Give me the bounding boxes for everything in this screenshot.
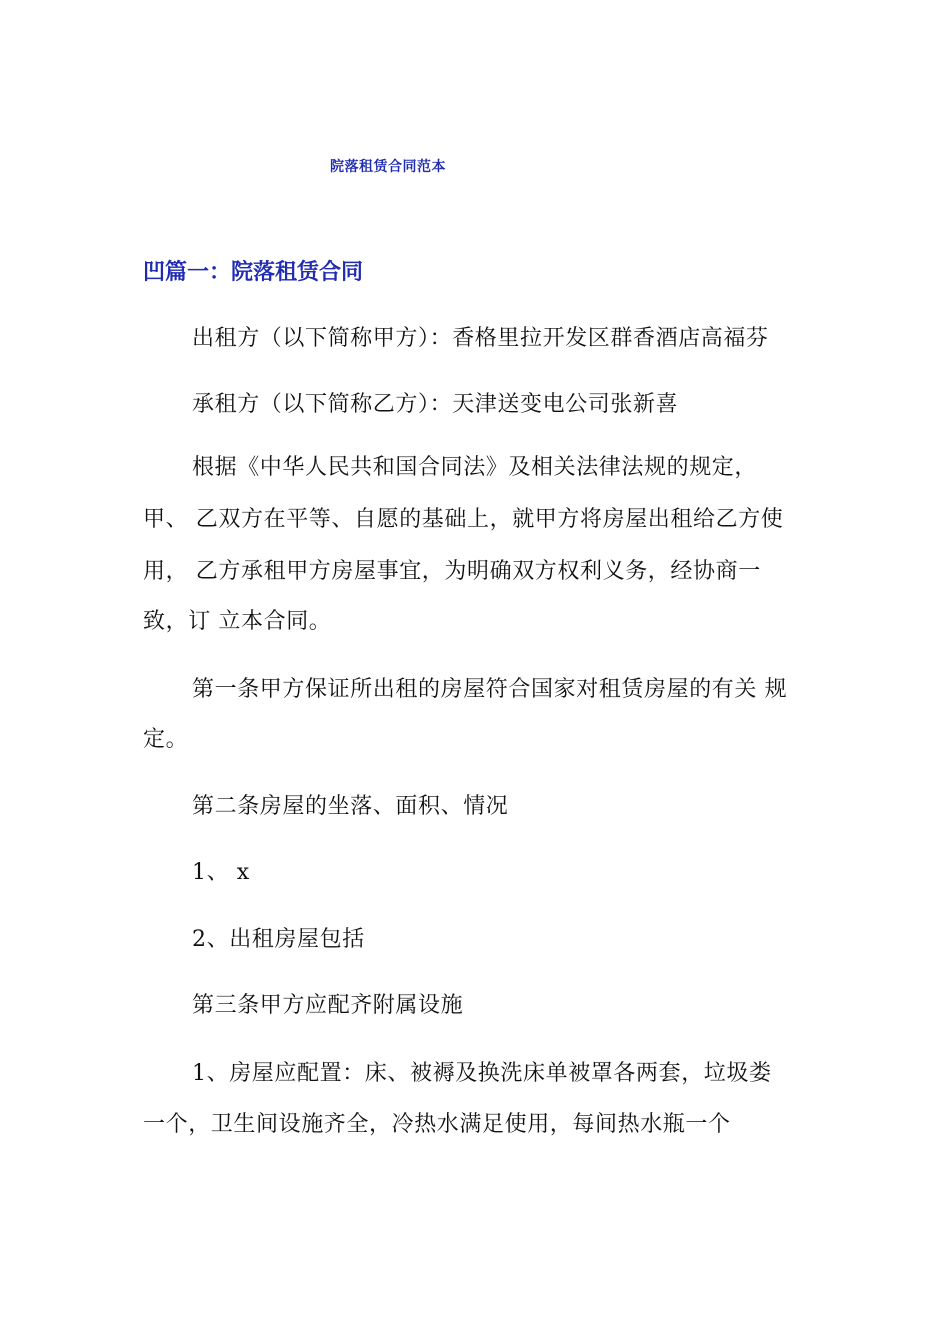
article3-heading: 第三条甲方应配齐附属设施	[192, 993, 464, 1018]
article2-item-2: 2、出租房屋包括	[192, 927, 365, 952]
preamble-line-4: 致，订 立本合同。	[143, 609, 332, 634]
document-title: 院落租赁合同范本	[330, 159, 446, 175]
section-heading: 凹篇一：院落租赁合同	[143, 260, 364, 285]
article2-item-1: 1、 x	[192, 860, 250, 885]
article2-heading: 第二条房屋的坐落、面积、情况	[192, 794, 509, 819]
article3-item-1-line-1: 1、房屋应配置：床、被褥及换洗床单被罩各两套，垃圾娄	[192, 1061, 772, 1086]
article3-item-1-line-2: 一个，卫生间设施齐全，冷热水满足使用，每间热水瓶一个	[143, 1112, 731, 1137]
preamble-line-3: 用， 乙方承租甲方房屋事宜，为明确双方权利义务，经协商一	[143, 559, 761, 584]
preamble-line-1: 根据《中华人民共和国合同法》及相关法律法规的规定，	[192, 455, 758, 480]
article1-line-2: 定。	[143, 727, 189, 752]
article1-line-1: 第一条甲方保证所出租的房屋符合国家对租赁房屋的有关 规	[192, 677, 788, 702]
lessee-line: 承租方（以下简称乙方）：天津送变电公司张新喜	[192, 392, 679, 417]
preamble-line-2: 甲、 乙双方在平等、自愿的基础上，就甲方将房屋出租给乙方使	[143, 507, 784, 532]
lessor-line: 出租方（以下简称甲方）：香格里拉开发区群香酒店高福芬	[192, 326, 769, 351]
